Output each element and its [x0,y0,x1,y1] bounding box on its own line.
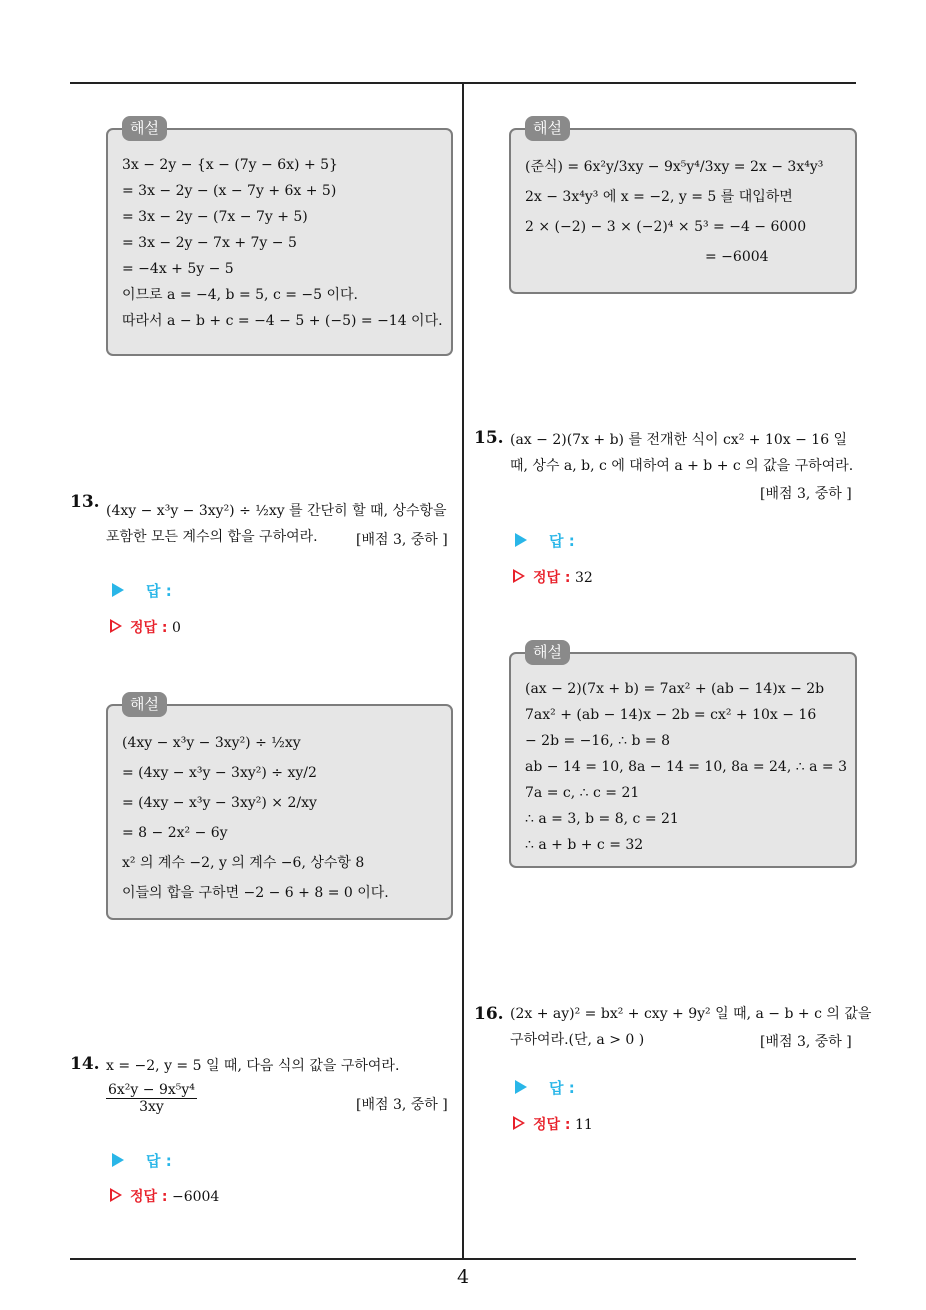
column-divider [462,82,464,1260]
outline-triangle-icon [513,1116,525,1130]
solution-line: (준식) = 6x²y/3xy − 9x⁵y⁴/3xy = 2x − 3x⁴y³ [525,159,824,175]
correct-label: 정답 : [130,620,168,636]
solution-tag: 해설 [122,692,167,717]
solution-13-box [106,695,453,920]
question-15-grade: [배점 3, 중하 ] [760,486,852,502]
answer-label: 답 : [549,1079,575,1097]
question-line: (4xy − x³y − 3xy²) ÷ ½xy 를 간단히 할 때, 상수항을 [106,503,447,519]
correct-14 [110,1186,219,1206]
correct-value: −6004 [171,1189,220,1205]
play-icon [515,1080,527,1094]
solution-line: 이므로 a = −4, b = 5, c = −5 이다. [122,287,358,303]
answer-13[interactable] [112,580,172,601]
solution-15-box [509,643,857,868]
question-16-grade: [배점 3, 중하 ] [760,1034,852,1050]
correct-13 [110,617,181,637]
solution-line: = (4xy − x³y − 3xy²) × 2/xy [122,795,317,811]
question-14-grade: [배점 3, 중하 ] [356,1097,448,1113]
solution-line: = (4xy − x³y − 3xy²) ÷ xy/2 [122,765,317,781]
correct-label: 정답 : [533,1117,571,1133]
question-14-fraction [106,1082,197,1115]
outline-triangle-icon [110,1188,122,1202]
bottom-rule [70,1258,856,1260]
answer-15[interactable] [515,530,575,551]
solution-line: ab − 14 = 10, 8a − 14 = 10, 8a = 24, ∴ a = 3 [525,759,847,775]
answer-label: 답 : [549,532,575,550]
solution-line: 이들의 합을 구하면 −2 − 6 + 8 = 0 이다. [122,885,389,901]
fraction-numerator: 6x²y − 9x⁵y⁴ [108,1082,195,1098]
question-line: (ax − 2)(7x + b) 를 전개한 식이 cx² + 10x − 16 일 [510,432,848,448]
fraction-denominator: 3xy [139,1099,164,1115]
correct-label: 정답 : [533,570,571,586]
answer-label: 답 : [146,1152,172,1170]
correct-value: 11 [574,1117,593,1133]
outline-triangle-icon [110,619,122,633]
page-number: 4 [456,1266,470,1288]
answer-label: 답 : [146,582,172,600]
correct-value: 32 [574,570,593,586]
question-line: 포함한 모든 계수의 합을 구하여라. [106,529,318,545]
question-line: 구하여라.(단, a > 0 ) [510,1032,645,1048]
outline-triangle-icon [513,569,525,583]
play-icon [515,533,527,547]
question-15-text [510,427,853,479]
answer-14[interactable] [112,1150,172,1171]
correct-value: 0 [171,620,181,636]
question-line: (2x + ay)² = bx² + cxy + 9y² 일 때, a − b + c 의 값을 [510,1006,872,1022]
correct-15 [513,567,593,587]
solution-line: = 3x − 2y − 7x + 7y − 5 [122,235,297,251]
solution-tag: 해설 [122,116,167,141]
play-icon [112,583,124,597]
solution-line: 2 × (−2) − 3 × (−2)⁴ × 5³ = −4 − 6000 [525,219,807,235]
question-16-number: 16. [474,1004,504,1024]
solution-12-box [106,119,453,356]
solution-line: = 3x − 2y − (7x − 7y + 5) [122,209,308,225]
solution-tag: 해설 [525,116,570,141]
solution-line: x² 의 계수 −2, y 의 계수 −6, 상수항 8 [122,855,365,871]
solution-line: 따라서 a − b + c = −4 − 5 + (−5) = −14 이다. [122,313,443,329]
solution-line: 3x − 2y − {x − (7y − 6x) + 5} [122,157,338,173]
solution-tag: 해설 [525,640,570,665]
correct-label: 정답 : [130,1189,168,1205]
solution-line: (4xy − x³y − 3xy²) ÷ ½xy [122,735,301,751]
solution-line: 7ax² + (ab − 14)x − 2b = cx² + 10x − 16 [525,707,817,723]
solution-line: = −4x + 5y − 5 [122,261,234,277]
solution-line: (ax − 2)(7x + b) = 7ax² + (ab − 14)x − 2b [525,681,825,697]
answer-16[interactable] [515,1077,575,1098]
question-13-number: 13. [70,492,100,512]
correct-16 [513,1114,593,1134]
question-14-text: x = −2, y = 5 일 때, 다음 식의 값을 구하여라. [106,1058,400,1074]
solution-line: = 3x − 2y − (x − 7y + 6x + 5) [122,183,337,199]
solution-line: 2x − 3x⁴y³ 에 x = −2, y = 5 를 대입하면 [525,189,793,205]
solution-line: ∴ a = 3, b = 8, c = 21 [525,811,679,827]
question-14-number: 14. [70,1054,100,1074]
question-13-grade: [배점 3, 중하 ] [356,532,448,548]
solution-line: 7a = c, ∴ c = 21 [525,785,640,801]
question-15-number: 15. [474,428,504,448]
solution-line: = −6004 [705,249,769,265]
solution-line: ∴ a + b + c = 32 [525,837,644,853]
solution-14-box [509,119,857,294]
solution-line: = 8 − 2x² − 6y [122,825,228,841]
question-line: 때, 상수 a, b, c 에 대하여 a + b + c 의 값을 구하여라. [510,458,854,474]
play-icon [112,1153,124,1167]
solution-line: − 2b = −16, ∴ b = 8 [525,733,670,749]
